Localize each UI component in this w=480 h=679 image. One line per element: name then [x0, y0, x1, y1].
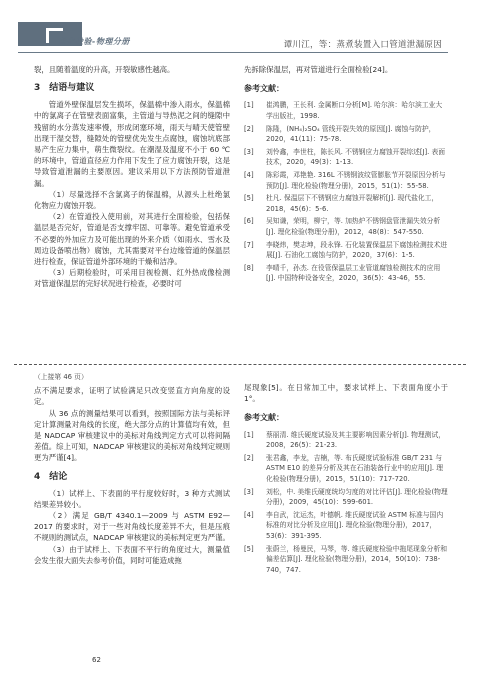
reference-text: 张君鑫，李龙，吉楠，等. 布氏硬度试验标准 GB/T 231 与 ASTM E10 的差异分析及其在石油装备行业中的应用[J]. 理化检验(物理分册)，2015，51(10)：717-720. [266, 453, 444, 483]
reference-item [244, 263, 448, 284]
reference-number: [1] [244, 430, 254, 439]
references-heading: 参考文献： [244, 84, 284, 94]
reference-number: [3] [244, 487, 254, 496]
article-divider [14, 364, 466, 365]
continuation-note: （上接第 46 页） [34, 373, 88, 381]
paragraph: （1）尽量选择不含氯离子的保温棉，从源头上杜绝氯化物应力腐蚀开裂。 [34, 189, 230, 211]
paragraph: （3）由于试样上、下表面不平行的角度过大，测量值会发生很大面失去参考价值，同时可能造成拖 [34, 544, 230, 565]
intro-line: 尾现象[5]。在日常加工中，要求试样上、下表面角度小于 1°。 [244, 383, 448, 404]
reference-text: 刘怜鑫，李世柱，陈长风. 不锈钢应力腐蚀开裂综述[J]. 表面技术，2020，49(3)：1-13. [266, 147, 446, 167]
reference-number: [5] [244, 194, 254, 203]
section-heading-conclusion: 4 结论 [34, 471, 68, 482]
reference-text: 杜凡. 保温层下不锈钢应力腐蚀开裂解析[J]. 现代盐化工，2018，45(6)：5-6. [266, 194, 439, 213]
bottom-left-column [34, 372, 230, 566]
reference-text: 李自武，沈运杰，叶德帆. 维氏硬度试验 ASTM 标准与国内标准的对比分析及应用[J]. 理化检验(物理分册)，2017，53(6)：391-395. [266, 510, 444, 540]
bottom-right-column [244, 382, 448, 577]
reference-item [244, 510, 448, 542]
intro-line: 先拆除保温层，再对管道进行全面检验[24]。 [244, 65, 393, 74]
reference-text: 李晴千，孙杰. 在役管保温层工业管道腐蚀检测技术的应用[J]. 中国特种设备安全，2020，36(5)：43-46，55. [266, 263, 441, 283]
reference-number: [4] [244, 170, 254, 179]
reference-text: 吴知谦，荣明，柳宁，等. 加热炉不锈钢盘管泄漏失效分析[J]. 理化检验(物理分册)，2012，48(8)：547-550. [266, 217, 441, 236]
paragraph: （3）后期检验时，可采用目视检测、红外热成像检测对管道保温层的完好状况进行检查，必要时可 [34, 268, 230, 289]
reference-item [244, 124, 448, 145]
reference-list [244, 100, 448, 284]
reference-number: [3] [244, 147, 254, 156]
reference-item [244, 170, 448, 191]
intro-line: 裂，且随着温度的升高，开裂敏感性越高。 [34, 65, 175, 74]
reference-item [244, 193, 448, 214]
reference-number: [8] [244, 263, 254, 272]
reference-item [244, 240, 448, 261]
journal-name: 理化检验-物理分册 [58, 37, 130, 46]
reference-item [244, 487, 448, 508]
reference-text: 张蔚兰，杨曼民，马琴，等. 维氏硬度检验中拖尾现象分析和偏差估算[J]. 理化检验(物理分册)，2014，50(10)：738-740，747. [266, 544, 448, 574]
reference-text: 崔鸿鹏，王长利. 金属断口分析[M]. 哈尔滨：哈尔滨工业大学出版社，1998. [266, 101, 443, 120]
reference-number: [4] [244, 510, 254, 519]
reference-number: [1] [244, 101, 254, 110]
reference-text: 陈隆，(NH₄)₂SO₄ 管线开裂失效的原因[J]. 腐蚀与防护，2020，41(11)：75-78. [266, 124, 436, 144]
reference-item [244, 430, 448, 451]
reference-item [244, 100, 448, 121]
page-header [0, 0, 480, 52]
reference-text: 蔡丽清. 维氏硬度试验及其主要影响因素分析[J]. 物理测试，2008，26(5)：21-23. [266, 430, 446, 450]
top-left-column [34, 64, 230, 290]
reference-text: 李晓炜，樊志坤，段永锋. 石化装置保温层下腐蚀检测技术进展[J]. 石油化工腐蚀与防护，2020，37(6)：1-5. [266, 240, 448, 260]
top-right-column [244, 64, 448, 286]
running-head: 谭川江，等：蒸煮装置入口管道泄漏原因 [283, 40, 442, 50]
reference-item [244, 216, 448, 237]
paragraph: （2）满足 GB/T 4340.1—2009 与 ASTM E92—2017 的要求时，对于一些对角线长度差异不大，但是压痕不规则的测试点，NADCAP 审核建议的美标判定更为严谨。 [34, 511, 230, 543]
reference-text: 刘松，中. 美维氏硬度统均匀度的对比评估[J]. 理化检验(物理分册)，2009，45(10)：599-601. [266, 487, 448, 507]
paragraph: 管道外壁保温层发生损坏，保温棉中渗入雨水，保温棉中的氯离子在管壁表面富集，主管道与导热泥之间的缝隙中残留的水分蒸发速率慢，形成闭塞环境，雨天与晴天使管壁出现干湿交替，缝隙处的管壁优先发生点腐蚀，腐蚀坑底部易产生应力集中，萌生微裂纹。在潮湿及温度不小于 60 ℃ 的环境中，管道直径应力作用下发生了应力腐蚀开裂，这是导致管道泄漏的主要原因。建议采用以下方法预防管道泄漏。 [34, 100, 230, 188]
reference-text: 陈彩霞，邓艳艳. 316L 不锈钢波纹管膨胀节开裂原因分析与预防[J]. 理化检验(物理分册)，2015，51(1)：55-58. [266, 170, 446, 190]
paragraph: 从 36 点的测量结果可以看到，按照国际方法与美标评定计算测量对角线的长度，绝大部分点的计算值均有效，但是 NADCAP 审核建议中的美标对角线判定方式可以将间隔差值。综上可知，NADCAP 审核建议的美标对角线判定规则更为严谨[4]。 [34, 408, 230, 463]
paragraph: （2）在管道投入使用前，对其进行全面检验，包括保温层是否完好，管道是否支撑牢固、可靠等。避免管道承受不必要的外加应力及可能出现的外来介质（如雨水、雪水及周边设备喷出物）腐蚀，尤其需要对平台边缘管道的保温层进行检查，保证管道外部环境的干燥和洁净。 [34, 212, 230, 267]
reference-item [244, 147, 448, 168]
reference-item [244, 453, 448, 485]
reference-number: [7] [244, 240, 254, 249]
reference-number: [2] [244, 453, 254, 462]
reference-number: [5] [244, 544, 254, 553]
reference-number: [2] [244, 124, 254, 133]
reference-item [244, 544, 448, 576]
reference-list [244, 430, 448, 576]
references-heading: 参考文献： [244, 413, 284, 423]
page-number: 62 [92, 656, 101, 664]
paragraph: 点不满足要求，证明了试验满足只改变竖直方向角度的设定。 [34, 386, 230, 407]
reference-number: [6] [244, 217, 254, 226]
paragraph: （1）试样上、下表面的平行度较好时，3 种方式测试结果差异较小。 [34, 488, 230, 509]
header-rule [18, 52, 448, 53]
section-heading-conclusion: 3 结语与建议 [34, 83, 95, 94]
